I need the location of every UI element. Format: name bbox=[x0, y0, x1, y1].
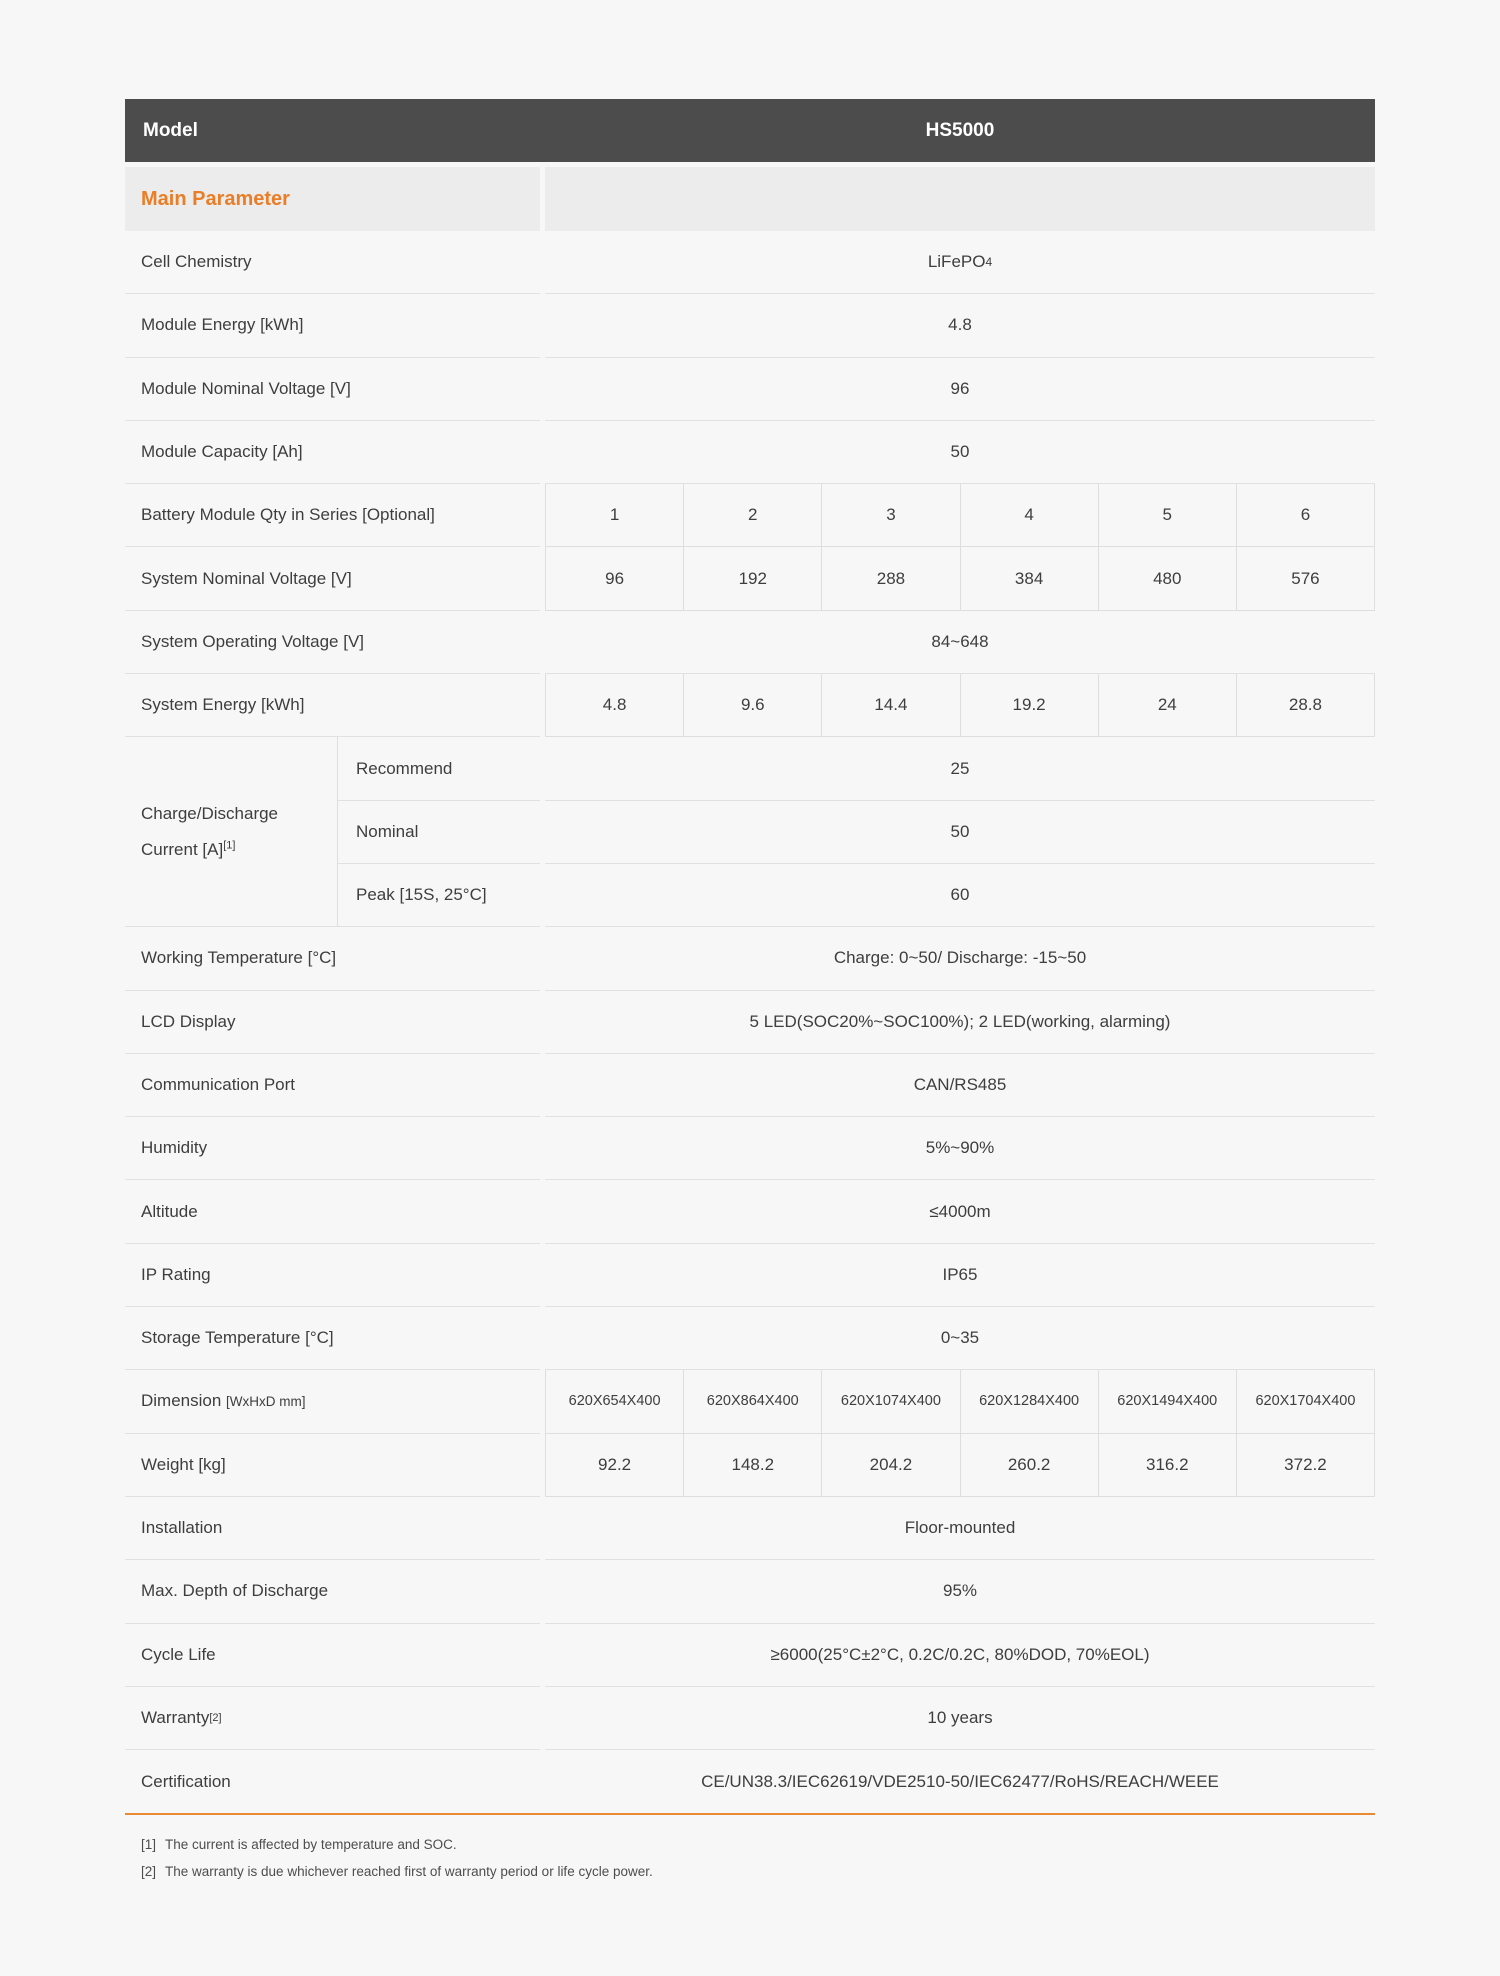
row-peak-current bbox=[338, 864, 1375, 927]
row-value: 0~35 bbox=[545, 1307, 1375, 1370]
model-value: HS5000 bbox=[925, 119, 995, 141]
row-value: 10 years bbox=[545, 1687, 1375, 1750]
row-value: IP65 bbox=[545, 1244, 1375, 1307]
row-label: Installation bbox=[125, 1497, 540, 1560]
row-lcd-display bbox=[125, 991, 1375, 1054]
table-cell: 480 bbox=[1098, 547, 1236, 610]
table-cell: 384 bbox=[960, 547, 1098, 610]
table-cell: 14.4 bbox=[821, 674, 959, 737]
row-value: 50 bbox=[545, 421, 1375, 484]
table-cell: 6 bbox=[1236, 484, 1375, 547]
table-cell: 24 bbox=[1098, 674, 1236, 737]
row-warranty bbox=[125, 1687, 1375, 1750]
row-working-temperature bbox=[125, 927, 1375, 990]
table-cell: 260.2 bbox=[960, 1434, 1098, 1497]
row-weight bbox=[125, 1434, 1375, 1497]
section-band-right bbox=[545, 167, 1375, 231]
section-band bbox=[125, 167, 1375, 231]
row-label: Altitude bbox=[125, 1180, 540, 1243]
row-storage-temperature bbox=[125, 1307, 1375, 1370]
table-cell: 4 bbox=[960, 484, 1098, 547]
footnote bbox=[141, 1858, 1375, 1885]
table-cell: 620X1704X400 bbox=[1236, 1370, 1375, 1433]
table-cell: 316.2 bbox=[1098, 1434, 1236, 1497]
row-cell-chemistry bbox=[125, 231, 1375, 294]
voltage-columns bbox=[545, 547, 1375, 610]
row-installation bbox=[125, 1497, 1375, 1560]
row-humidity bbox=[125, 1117, 1375, 1180]
row-label: Battery Module Qty in Series [Optional] bbox=[125, 484, 540, 547]
warranty-label: Warranty bbox=[141, 1707, 210, 1727]
table-cell: 372.2 bbox=[1236, 1434, 1375, 1497]
section-title: Main Parameter bbox=[125, 167, 540, 231]
row-value: LiFePO 4 bbox=[545, 231, 1375, 294]
table-cell: 620X654X400 bbox=[545, 1370, 683, 1433]
model-label: Model bbox=[143, 119, 198, 141]
row-label: Storage Temperature [°C] bbox=[125, 1307, 540, 1370]
row-label: System Nominal Voltage [V] bbox=[125, 547, 540, 610]
footnote-text: The current is affected by temperature and SOC. bbox=[165, 1837, 457, 1853]
charge-discharge-label bbox=[125, 737, 338, 927]
row-value: 5%~90% bbox=[545, 1117, 1375, 1180]
row-cycle-life bbox=[125, 1624, 1375, 1687]
table-cell: 204.2 bbox=[821, 1434, 959, 1497]
row-certification bbox=[125, 1750, 1375, 1813]
row-label: Module Energy [kWh] bbox=[125, 294, 540, 357]
charge-label-line1: Charge/Discharge bbox=[141, 803, 279, 823]
row-system-energy bbox=[125, 674, 1375, 737]
row-label: Module Capacity [Ah] bbox=[125, 421, 540, 484]
sub-row-label: Recommend bbox=[338, 737, 540, 800]
dimension-unit-label: [WxHxD mm] bbox=[226, 1393, 306, 1409]
row-value: 84~648 bbox=[545, 611, 1375, 674]
table-cell: 3 bbox=[821, 484, 959, 547]
row-label: Warranty [2] bbox=[125, 1687, 540, 1750]
table-cell: 19.2 bbox=[960, 674, 1098, 737]
model-header-bar bbox=[125, 99, 1375, 162]
row-value: ≤4000m bbox=[545, 1180, 1375, 1243]
sub-row-label: Peak [15S, 25°C] bbox=[338, 864, 540, 927]
energy-columns bbox=[545, 674, 1375, 737]
footnote bbox=[141, 1831, 1375, 1858]
table-cell: 28.8 bbox=[1236, 674, 1375, 737]
row-label: System Operating Voltage [V] bbox=[125, 611, 540, 674]
charge-label-line2 bbox=[141, 832, 337, 868]
table-cell: 4.8 bbox=[545, 674, 683, 737]
footnotes bbox=[125, 1815, 1375, 1885]
qty-columns bbox=[545, 484, 1375, 547]
row-recommend-current bbox=[338, 737, 1375, 800]
row-label: System Energy [kWh] bbox=[125, 674, 540, 737]
row-ip-rating bbox=[125, 1244, 1375, 1307]
row-label: Certification bbox=[141, 1771, 231, 1791]
footnote-ref: [1] bbox=[141, 1837, 157, 1853]
row-value: 50 bbox=[545, 801, 1375, 864]
row-label: Cell Chemistry bbox=[125, 231, 540, 294]
table-cell: 620X864X400 bbox=[683, 1370, 821, 1433]
row-module-capacity bbox=[125, 421, 1375, 484]
table-cell: 148.2 bbox=[683, 1434, 821, 1497]
table-cell: 1 bbox=[545, 484, 683, 547]
table-cell: 9.6 bbox=[683, 674, 821, 737]
row-label: LCD Display bbox=[125, 991, 540, 1054]
row-battery-module-qty bbox=[125, 484, 1375, 547]
charge-label-text: Current [A] bbox=[141, 839, 224, 859]
row-value: CE/UN38.3/IEC62619/VDE2510-50/IEC62477/RoHS/REACH/WEEE bbox=[701, 1771, 1219, 1791]
row-value: 4.8 bbox=[545, 294, 1375, 357]
row-label: IP Rating bbox=[125, 1244, 540, 1307]
row-system-nominal-voltage bbox=[125, 547, 1375, 610]
row-value: CAN/RS485 bbox=[545, 1054, 1375, 1117]
row-value: 5 LED(SOC20%~SOC100%); 2 LED(working, alarming) bbox=[545, 991, 1375, 1054]
row-label bbox=[125, 1370, 540, 1433]
table-cell: 5 bbox=[1098, 484, 1236, 547]
row-label: Working Temperature [°C] bbox=[125, 927, 540, 990]
row-value: Floor-mounted bbox=[545, 1497, 1375, 1560]
row-module-energy bbox=[125, 294, 1375, 357]
row-dimension bbox=[125, 1370, 1375, 1433]
row-label: Communication Port bbox=[125, 1054, 540, 1117]
table-cell: 2 bbox=[683, 484, 821, 547]
footnote-text: The warranty is due whichever reached first of warranty period or life cycle power. bbox=[165, 1864, 653, 1880]
footnote-ref-1: [1] bbox=[223, 839, 236, 852]
row-value: ≥6000(25°C±2°C, 0.2C/0.2C, 80%DOD, 70%EOL) bbox=[545, 1624, 1375, 1687]
row-communication-port bbox=[125, 1054, 1375, 1117]
row-altitude bbox=[125, 1180, 1375, 1243]
row-module-nominal-voltage bbox=[125, 358, 1375, 421]
row-max-depth-of-discharge bbox=[125, 1560, 1375, 1623]
row-value: 60 bbox=[545, 864, 1375, 927]
footnote-ref: [2] bbox=[141, 1864, 157, 1880]
row-value: Charge: 0~50/ Discharge: -15~50 bbox=[545, 927, 1375, 990]
weight-columns bbox=[545, 1434, 1375, 1497]
charge-discharge-section bbox=[125, 737, 1375, 927]
row-label: Cycle Life bbox=[125, 1624, 540, 1687]
table-cell: 96 bbox=[545, 547, 683, 610]
row-value: 25 bbox=[545, 737, 1375, 800]
table-cell: 620X1284X400 bbox=[960, 1370, 1098, 1433]
charge-discharge-rows bbox=[338, 737, 1375, 927]
row-label: Weight [kg] bbox=[125, 1434, 540, 1497]
sub-row-label: Nominal bbox=[338, 801, 540, 864]
dimension-label: Dimension bbox=[141, 1391, 222, 1411]
row-system-operating-voltage bbox=[125, 611, 1375, 674]
row-nominal-current bbox=[338, 801, 1375, 864]
table-cell: 620X1494X400 bbox=[1098, 1370, 1236, 1433]
table-cell: 620X1074X400 bbox=[821, 1370, 959, 1433]
row-label: Humidity bbox=[125, 1117, 540, 1180]
table-cell: 92.2 bbox=[545, 1434, 683, 1497]
row-value: 95% bbox=[545, 1560, 1375, 1623]
table-cell: 192 bbox=[683, 547, 821, 610]
table-cell: 288 bbox=[821, 547, 959, 610]
row-value: 96 bbox=[545, 358, 1375, 421]
dimension-columns bbox=[545, 1370, 1375, 1433]
table-cell: 576 bbox=[1236, 547, 1375, 610]
row-label: Module Nominal Voltage [V] bbox=[125, 358, 540, 421]
row-label: Max. Depth of Discharge bbox=[125, 1560, 540, 1623]
chemistry-base: LiFePO bbox=[927, 252, 986, 272]
spec-sheet bbox=[125, 99, 1375, 1885]
